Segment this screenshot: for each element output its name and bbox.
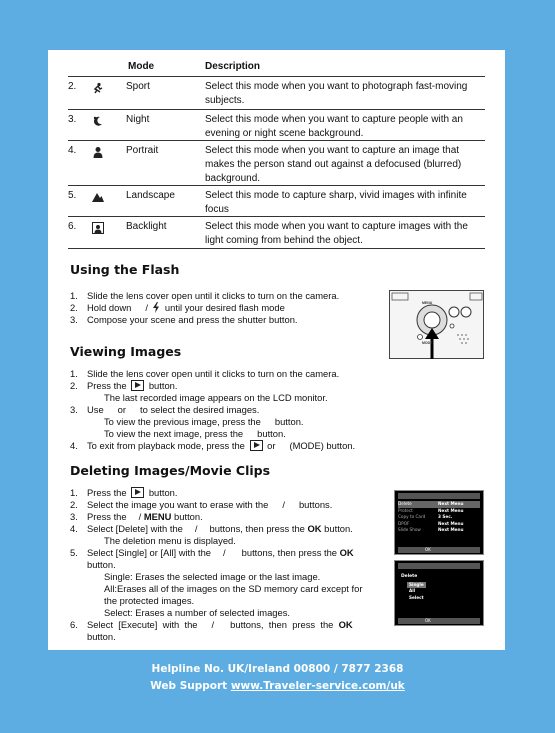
lcd-delete-options: [407, 582, 426, 601]
step-continuation: button.: [87, 559, 116, 570]
support-link[interactable]: www.Traveler-service.com/uk: [230, 680, 405, 692]
right-border: [505, 0, 555, 650]
lcd-footer: OK: [398, 618, 480, 624]
lcd-delete-menu: [394, 560, 484, 626]
step-note: To view the previous image, press the button.: [104, 416, 304, 427]
mode-description: Select this mode when you want to photograph fast-moving subjects.: [205, 81, 468, 106]
table-row: [68, 77, 485, 110]
step-item: 2. Press the button.: [70, 380, 178, 391]
row-number: 3.: [68, 114, 77, 125]
step-item: 3. Press the / MENU button.: [70, 511, 203, 522]
row-number: 2.: [68, 81, 77, 92]
header-mode: Mode: [128, 61, 155, 72]
mode-description: Select this mode when you want to capture an image that makes the person stand out against a defocused (blurred) background.: [205, 145, 462, 184]
step-item: 1. Slide the lens cover open until it clicks to turn on the camera.: [70, 368, 340, 379]
lcd-playback-menu: [394, 490, 484, 555]
step-note: Single: Erases the selected image or the last image.: [104, 571, 321, 582]
header-description: Description: [205, 61, 261, 72]
web-support: Web Support www.Traveler-service.com/uk: [150, 680, 405, 692]
lcd-menu-list: [398, 501, 480, 534]
playback-button-icon: [250, 440, 263, 451]
lcd-tab-bar: [398, 493, 480, 499]
landscape-icon: [92, 191, 104, 203]
mode-description: Select this mode to capture sharp, vivid images with infinite focus: [205, 190, 467, 215]
lcd-menu-row: Protect Next Menu: [398, 507, 464, 513]
step-item: 6. Select [Execute] with the / buttons, then press the OK: [70, 619, 353, 630]
deleting-steps: [70, 487, 362, 643]
table-row: [68, 110, 485, 141]
header-band: [0, 0, 555, 50]
step-item: 2. Select the image you want to erase with the / buttons.: [70, 499, 333, 510]
camera-back-illustration: [389, 290, 484, 359]
section-title-viewing: Viewing Images: [70, 344, 182, 359]
flash-icon: [152, 302, 160, 313]
step-note: the protected images.: [104, 595, 195, 606]
step-note: The last recorded image appears on the LCD monitor.: [104, 392, 328, 403]
step-note: To view the next image, press the button.: [104, 428, 286, 439]
mode-name: Landscape: [126, 190, 175, 201]
helpline-text: Helpline No. UK/Ireland 00800 / 7877 2368: [151, 663, 404, 675]
lcd-menu-row: Copy to Card 3 Sec.: [398, 514, 453, 520]
step-item: 1. Press the button.: [70, 487, 178, 498]
section-title-flash: Using the Flash: [70, 262, 180, 277]
page-footer: [0, 650, 555, 733]
left-border: [0, 0, 48, 650]
step-note: The deletion menu is displayed.: [104, 535, 236, 546]
step-note: All:Erases all of the images on the SD memory card except for: [104, 583, 363, 594]
table-header: [68, 58, 485, 77]
step-item: 4. To exit from playback mode, press the or (MODE) button.: [70, 440, 356, 451]
row-number: 4.: [68, 145, 77, 156]
mode-name: Portrait: [126, 145, 159, 156]
viewing-steps: [70, 368, 355, 452]
sport-icon: [92, 82, 104, 94]
lcd-option: Select: [409, 594, 424, 600]
mode-name: Night: [126, 114, 150, 125]
table-row: [68, 217, 485, 249]
lcd-menu-row: DPOF Next Menu: [398, 520, 464, 526]
camera-menu-label: MENU: [422, 301, 433, 305]
night-icon: [92, 115, 104, 127]
row-number: 6.: [68, 221, 77, 232]
lcd-tab-bar: [398, 563, 480, 569]
mode-description: Select this mode when you want to capture images with the light coming from behind the object.: [205, 221, 468, 246]
lcd-option: All: [409, 588, 416, 594]
section-title-deleting: Deleting Images/Movie Clips: [70, 463, 271, 478]
mode-name: Backlight: [126, 221, 167, 232]
step-item: 3. Compose your scene and press the shutter button.: [70, 314, 298, 325]
playback-button-icon: [131, 487, 144, 498]
mode-description: Select this mode when you want to capture people with an evening or night scene background.: [205, 114, 463, 139]
table-row: [68, 186, 485, 217]
step-item: 2. Hold down / until your desired flash mode: [70, 302, 285, 313]
lcd-menu-row: Delete Next Menu: [398, 501, 480, 508]
manual-page: [48, 50, 505, 650]
step-item: 3. Use or to select the desired images.: [70, 404, 260, 415]
lcd-delete-title: Delete: [401, 574, 418, 579]
lcd-footer: OK: [398, 547, 480, 553]
lcd-option: Single: [409, 582, 424, 587]
step-item: 5. Select [Single] or [All] with the / buttons, then press the OK: [70, 547, 354, 558]
step-note: Select: Erases a number of selected images.: [104, 607, 291, 618]
mode-name: Sport: [126, 81, 150, 92]
camera-illustration: [390, 291, 485, 360]
scene-mode-table: [68, 58, 485, 249]
step-item: 1. Slide the lens cover open until it clicks to turn on the camera.: [70, 290, 340, 301]
step-continuation: button.: [87, 631, 116, 642]
playback-button-icon: [131, 380, 144, 391]
camera-mode-label: MODE: [422, 341, 433, 345]
step-item: 4. Select [Delete] with the / buttons, then press the OK button.: [70, 523, 353, 534]
portrait-icon: [92, 146, 104, 158]
row-number: 5.: [68, 190, 77, 201]
lcd-menu-row: Slide Show Next Menu: [398, 527, 464, 533]
flash-steps: [70, 290, 339, 326]
backlight-icon: [92, 222, 104, 234]
table-row: [68, 141, 485, 186]
